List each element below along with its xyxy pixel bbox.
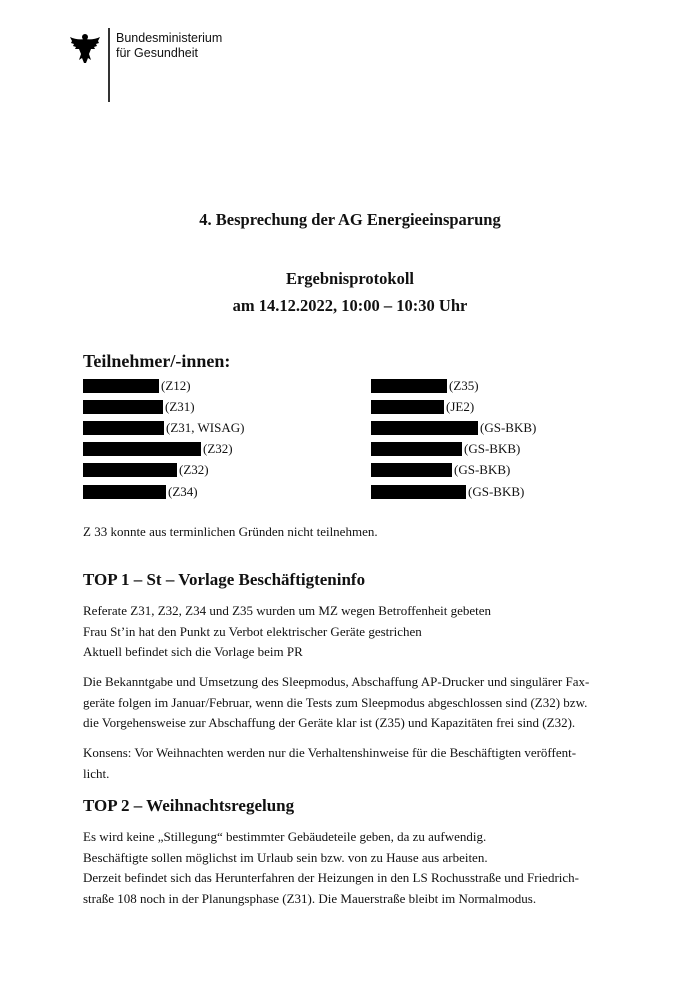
federal-eagle-icon bbox=[70, 32, 100, 64]
ministry-name bbox=[116, 31, 222, 61]
top1-paragraph-1 bbox=[83, 601, 613, 663]
text-line: Es wird keine „Stillegung“ bestimmter Gebäudeteile geben, da zu aufwendig. bbox=[83, 829, 487, 844]
participant-org: (GS-BKB) bbox=[454, 462, 511, 478]
participant-org: (JE2) bbox=[446, 398, 475, 414]
participant-row bbox=[83, 481, 244, 502]
redaction-bar bbox=[371, 400, 444, 414]
text-line: Die Bekanntgabe und Umsetzung des Sleepmodus, Abschaffung AP-Drucker und singulärer Fax- bbox=[83, 674, 590, 689]
text-line: Beschäftigte sollen möglichst im Urlaub sein bzw. von zu Hause aus arbeiten. bbox=[83, 849, 488, 865]
text-line: geräte folgen im Januar/Februar, wenn die Tests zum Sleepmodus abgeschlossen sind (Z32) bzw. bbox=[83, 694, 588, 710]
participant-org: (Z32) bbox=[203, 441, 233, 457]
participant-row bbox=[83, 439, 244, 460]
text-line: Frau St’in hat den Punkt zu Verbot elektrischer Geräte gestrichen bbox=[83, 623, 422, 639]
top2-heading: TOP 2 – Weihnachtsregelung bbox=[83, 796, 295, 815]
text-line: Konsens: Vor Weihnachten werden nur die Verhaltenshinweise für die Beschäftigten veröffent- bbox=[83, 745, 577, 760]
top1-paragraph-3 bbox=[83, 743, 613, 784]
participant-row bbox=[371, 417, 536, 438]
ministry-line-2: für Gesundheit bbox=[116, 46, 198, 60]
participant-org: (Z32) bbox=[179, 462, 209, 478]
participant-org: (GS-BKB) bbox=[480, 419, 537, 435]
meeting-title: 4. Besprechung der AG Energieeinsparung bbox=[199, 210, 501, 229]
participants-heading: Teilnehmer/-innen: bbox=[83, 351, 231, 371]
participant-org: (Z12) bbox=[161, 377, 191, 393]
participant-org: (Z31) bbox=[165, 398, 195, 414]
participant-org: (GS-BKB) bbox=[464, 441, 521, 457]
redaction-bar bbox=[83, 400, 163, 414]
participant-row bbox=[83, 460, 244, 481]
participant-org: (Z34) bbox=[168, 483, 198, 499]
top1-paragraph-2 bbox=[83, 672, 613, 734]
redaction-bar bbox=[83, 442, 201, 456]
top2-paragraph-1 bbox=[83, 827, 613, 909]
participant-org: (Z31, WISAG) bbox=[166, 419, 245, 435]
participant-row bbox=[83, 396, 244, 417]
meeting-date: am 14.12.2022, 10:00 – 10:30 Uhr bbox=[232, 296, 468, 315]
redaction-bar bbox=[371, 442, 462, 456]
participant-org: (GS-BKB) bbox=[468, 483, 525, 499]
text-line: licht. bbox=[83, 765, 110, 781]
participant-row bbox=[371, 460, 536, 481]
text-line: die Vorgehensweise zur Abschaffung der Geräte klar ist (Z35) und Kapazitäten frei sind (Z32). bbox=[83, 715, 576, 730]
absence-note: Z 33 konnte aus terminlichen Gründen nicht teilnehmen. bbox=[83, 524, 378, 539]
ministry-line-1: Bundesministerium bbox=[116, 31, 223, 45]
redaction-bar bbox=[371, 485, 466, 499]
redaction-bar bbox=[83, 421, 164, 435]
text-line: straße 108 noch in der Planungsphase (Z31). Die Mauerstraße bleibt im Normalmodus. bbox=[83, 890, 537, 906]
participant-row bbox=[371, 375, 536, 396]
redaction-bar bbox=[83, 485, 166, 499]
participants-list-right bbox=[371, 375, 536, 502]
text-line: Referate Z31, Z32, Z34 und Z35 wurden um MZ wegen Betroffenheit gebeten bbox=[83, 603, 492, 618]
redaction-bar bbox=[83, 379, 159, 393]
document-type: Ergebnisprotokoll bbox=[285, 269, 415, 288]
participants-list-left bbox=[83, 375, 244, 502]
participant-row bbox=[83, 417, 244, 438]
redaction-bar bbox=[371, 463, 452, 477]
redaction-bar bbox=[371, 379, 447, 393]
text-line: Aktuell befindet sich die Vorlage beim PR bbox=[83, 644, 303, 659]
redaction-bar bbox=[371, 421, 478, 435]
participant-row bbox=[371, 439, 536, 460]
header-divider bbox=[108, 28, 110, 102]
redaction-bar bbox=[83, 463, 177, 477]
top1-heading: TOP 1 – St – Vorlage Beschäftigteninfo bbox=[83, 570, 366, 589]
participant-row bbox=[371, 481, 536, 502]
participant-org: (Z35) bbox=[449, 377, 479, 393]
participant-row bbox=[371, 396, 536, 417]
text-line: Derzeit befindet sich das Herunterfahren der Heizungen in den LS Rochusstraße und Friedrich- bbox=[83, 870, 579, 885]
participant-row bbox=[83, 375, 244, 396]
